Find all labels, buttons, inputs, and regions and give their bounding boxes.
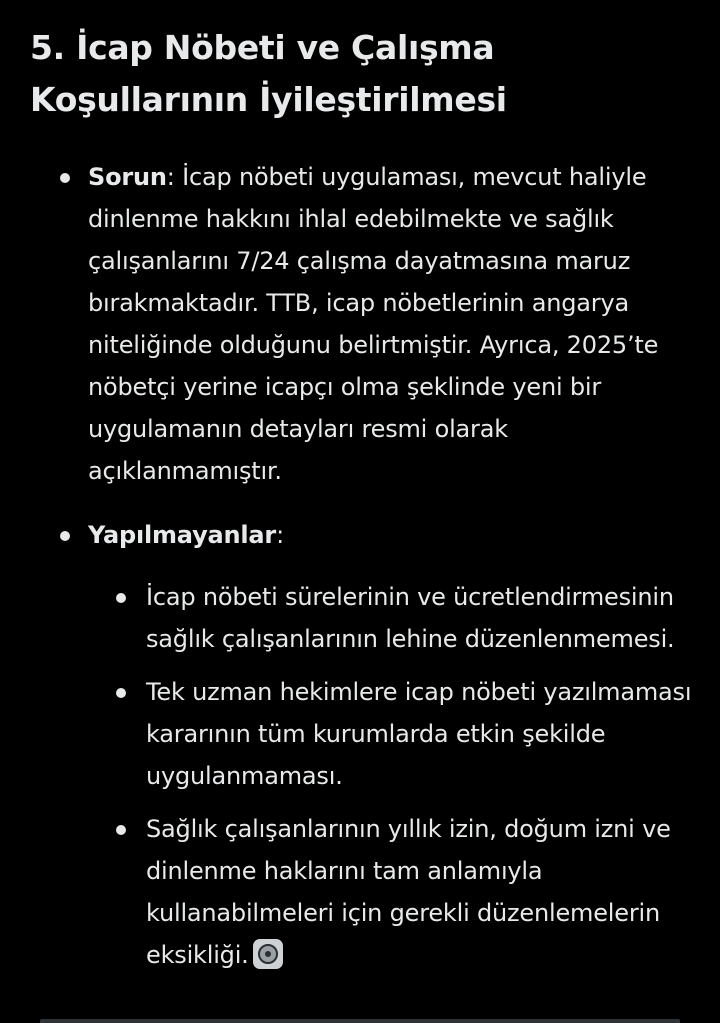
bullet-icon: [60, 173, 70, 183]
bullet-icon: [116, 688, 126, 698]
sub-item-text: Tek uzman hekimlere icap nöbeti yazılmaması kararının tüm kurumlarda etkin şekilde uygulanmaması.: [146, 678, 692, 790]
article-section: [30, 22, 700, 976]
item-label: Yapılmayanlar: [88, 521, 277, 549]
section-heading: 5. İcap Nöbeti ve Çalışma Koşullarının İyileştirilmesi: [30, 28, 507, 119]
sub-list-item: [88, 576, 700, 660]
bullet-icon: [60, 531, 70, 541]
item-label: Sorun: [88, 163, 167, 191]
item-text: : İcap nöbeti uygulaması, mevcut haliyle dinlenme hakkını ihlal edebilmekte ve sağlık çalışanlarını 7/24 çalışma dayatmasına maruz bırakmaktadır. TTB, icap nöbetlerinin angarya niteliğinde olduğunu belirtmiştir. Ayrıca, 2025’te nöbetçi yerine icapçı olma şeklinde yeni bir uygulamanın detayları resmi olarak açıklanmamıştır.: [88, 163, 659, 485]
bottom-divider: [40, 1019, 680, 1023]
sub-item-text: Sağlık çalışanlarının yıllık izin, doğum izni ve dinlenme haklarını tam anlamıyla kullanabilmeleri için gerekli düzenlemelerin eksikliği.: [146, 815, 671, 969]
sub-list-item: [88, 808, 700, 976]
list-item-problem: [30, 156, 700, 492]
item-text: :: [276, 521, 284, 549]
sub-list: [88, 576, 700, 976]
sub-list-item: [88, 671, 700, 797]
list-item-not-done: [30, 514, 700, 976]
bullet-icon: [116, 593, 126, 603]
sub-item-text: İcap nöbeti sürelerinin ve ücretlendirmesinin sağlık çalışanlarının lehine düzenlenmemesi.: [146, 583, 675, 653]
emblem-icon: [253, 939, 283, 969]
bullet-icon: [116, 825, 126, 835]
main-list: [30, 156, 700, 976]
